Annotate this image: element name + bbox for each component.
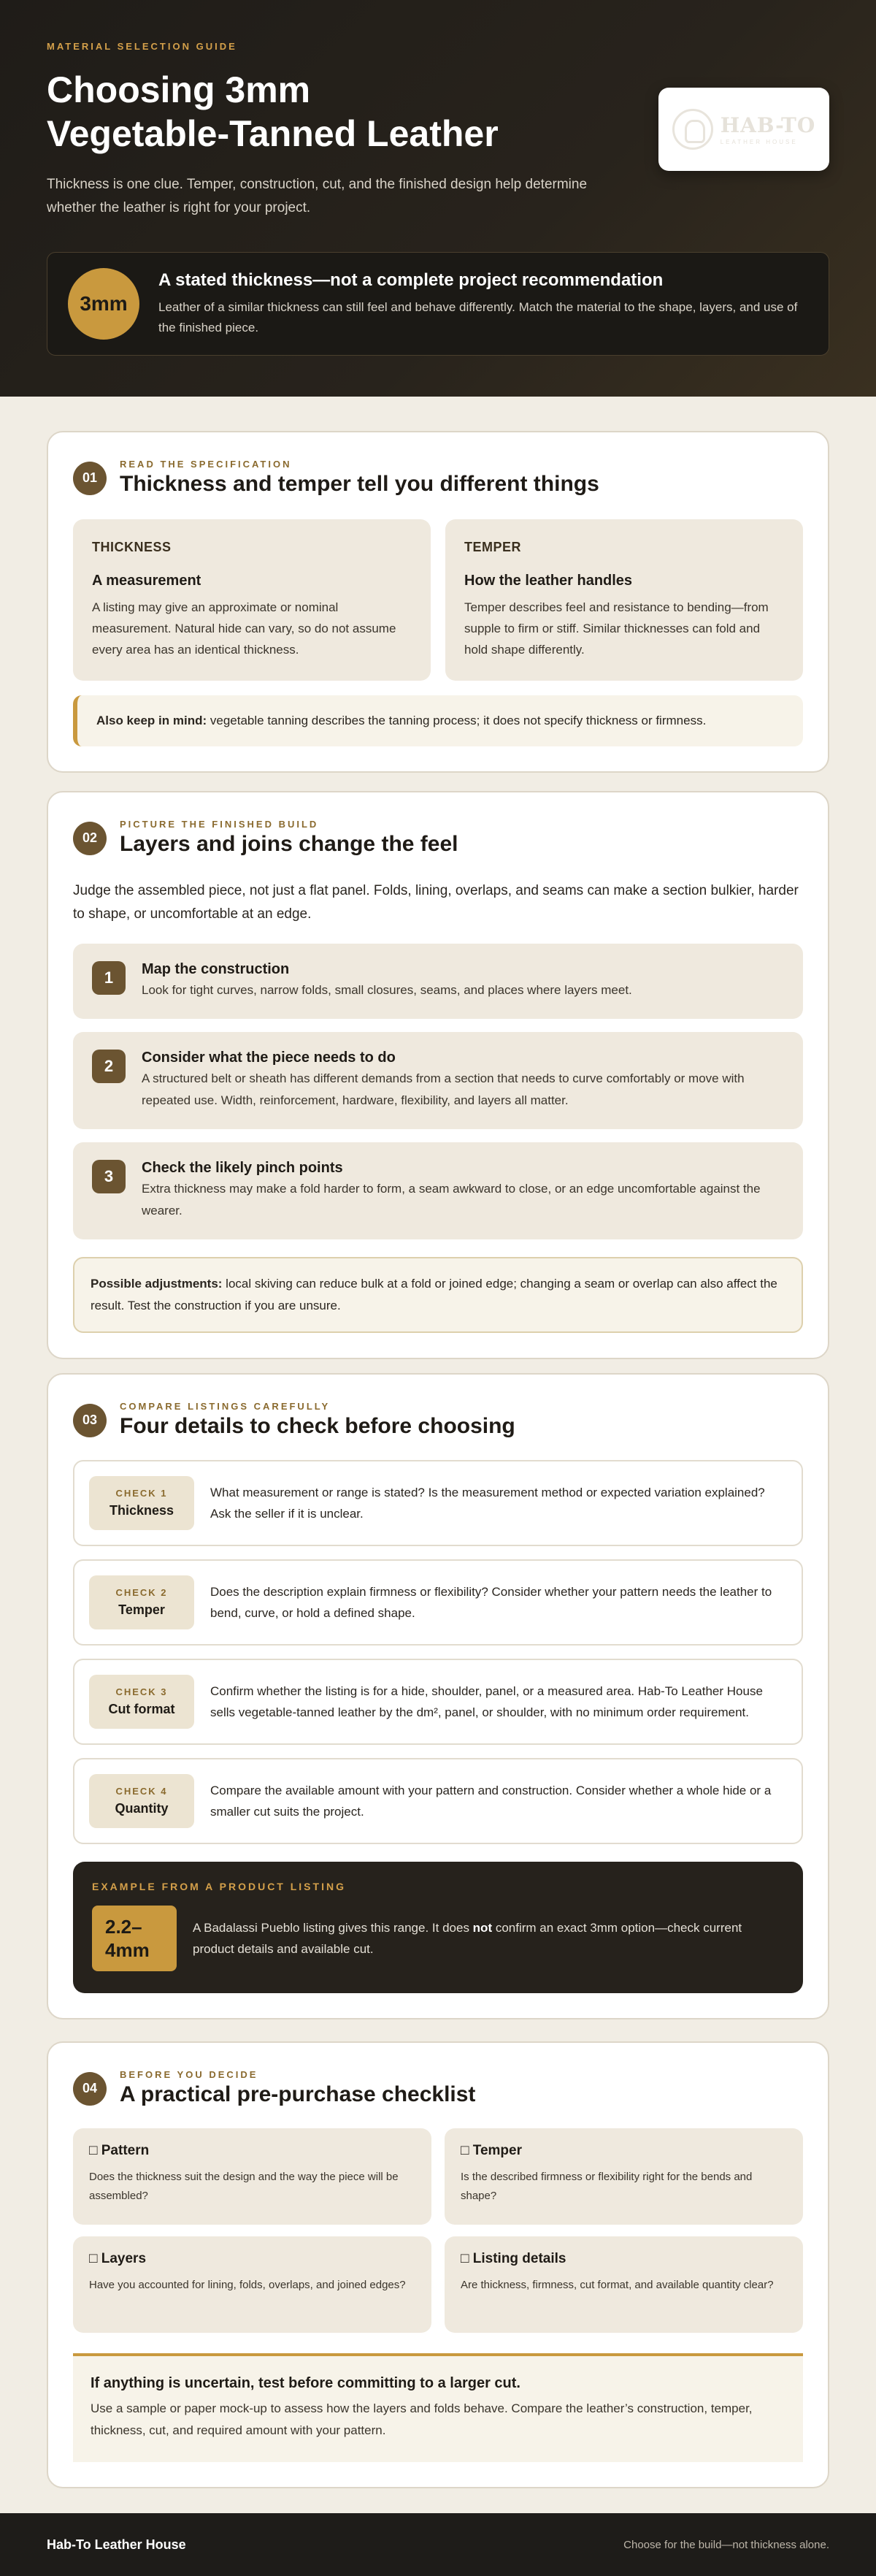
note-text: vegetable tanning describes the tanning process; it does not specify thickness or firmness. <box>207 714 707 727</box>
checklist-item <box>445 2236 803 2333</box>
check-name: Thickness <box>109 1503 174 1518</box>
notice-title: A stated thickness—not a complete project recommendation <box>158 270 664 290</box>
check-name: Quantity <box>115 1801 169 1816</box>
check-item <box>73 1460 803 1546</box>
check-item <box>73 1758 803 1844</box>
checklist-title: □ Listing details <box>461 2251 566 2266</box>
box-label: THICKNESS <box>92 540 172 554</box>
final-title: If anything is uncertain, test before committing to a larger cut. <box>91 2375 520 2391</box>
step-text: Look for tight curves, narrow folds, small closures, seams, and places where layers meet. <box>142 983 632 997</box>
checklist-text: Does the thickness suit the design and the way the piece will be assembled? <box>89 2171 399 2202</box>
section-compare-listings <box>47 1373 829 2019</box>
step-text: A structured belt or sheath has different demands from a section that needs to curve comfortably or move with repeated use. Width, reinforcement, hardware, flexibility, and layers all matter. <box>142 1071 745 1107</box>
checklist-title: □ Pattern <box>89 2143 150 2158</box>
box-heading: How the leather handles <box>464 573 633 589</box>
example-text-a: A Badalassi Pueblo listing gives this range. It does <box>193 1921 473 1935</box>
check-item <box>73 1659 803 1745</box>
adjust-label: Possible adjustments: <box>91 1277 223 1291</box>
step-title: Check the likely pinch points <box>142 1160 343 1176</box>
check-number: CHECK 1 <box>115 1488 168 1499</box>
section-number: 02 <box>73 822 107 855</box>
adjustments-note <box>73 1257 803 1333</box>
box-text: A listing may give an approximate or nominal measurement. Natural hide can vary, so do not assume every area has an identical thickness. <box>92 600 396 657</box>
example-text-bold: not <box>472 1921 493 1935</box>
step-item <box>73 1142 803 1239</box>
test-before-committing-note <box>73 2353 803 2462</box>
hero-banner <box>0 0 876 397</box>
check-text: Compare the available amount with your pattern and construction. Consider whether a whole hide or a smaller cut suits the project. <box>210 1784 772 1819</box>
step-number: 3 <box>92 1160 126 1193</box>
check-tag <box>89 1575 194 1629</box>
section-title: A practical pre-purchase checklist <box>120 2082 476 2106</box>
section-lead: Judge the assembled piece, not just a flat panel. Folds, lining, overlaps, and seams can make a section bulkier, harder to shape, or uncomfortable at an edge. <box>73 883 799 922</box>
check-name: Temper <box>118 1602 165 1617</box>
check-tag <box>89 1675 194 1729</box>
temper-box <box>445 519 803 681</box>
section-title: Thickness and temper tell you different things <box>120 472 599 496</box>
checks-list <box>73 1460 803 1844</box>
checklist-item <box>73 2128 431 2225</box>
check-number: CHECK 3 <box>115 1686 168 1697</box>
hero-eyebrow: MATERIAL SELECTION GUIDE <box>47 41 237 52</box>
brand-logo <box>658 88 829 171</box>
checklist-grid <box>73 2128 803 2333</box>
keep-in-mind-note <box>73 695 803 746</box>
section-title: Four details to check before choosing <box>120 1414 515 1438</box>
box-heading: A measurement <box>92 573 201 589</box>
checklist-item <box>73 2236 431 2333</box>
step-item <box>73 1032 803 1129</box>
section-finished-build <box>47 791 829 1359</box>
checklist-text: Have you accounted for lining, folds, overlaps, and joined edges? <box>89 2279 406 2291</box>
section-checklist <box>47 2041 829 2488</box>
step-item <box>73 944 803 1019</box>
step-title: Map the construction <box>142 961 290 977</box>
note-label: Also keep in mind: <box>96 714 207 727</box>
check-text: Confirm whether the listing is for a hide, shoulder, panel, or a measured area. Hab-To Leather House sells vegetable-tanned leather by the dm², panel, or shoulder, with no minimum order requirement. <box>210 1684 763 1719</box>
logo-seal-icon <box>672 109 713 150</box>
checklist-item <box>445 2128 803 2225</box>
section-kicker: PICTURE THE FINISHED BUILD <box>120 819 319 830</box>
thickness-notice <box>47 252 829 356</box>
notice-text: Leather of a similar thickness can still feel and behave differently. Match the material to the shape, layers, and use of the finished piece. <box>158 300 798 335</box>
step-number: 2 <box>92 1050 126 1083</box>
example-kicker: EXAMPLE FROM A PRODUCT LISTING <box>92 1881 346 1892</box>
checklist-title: □ Temper <box>461 2143 522 2158</box>
section-title: Layers and joins change the feel <box>120 832 458 856</box>
thickness-box <box>73 519 431 681</box>
thickness-badge: 3mm <box>68 268 139 340</box>
section-specification <box>47 431 829 773</box>
product-listing-example <box>73 1862 803 1993</box>
section-kicker: BEFORE YOU DECIDE <box>120 2069 258 2080</box>
footer-brand: Hab-To Leather House <box>47 2537 186 2552</box>
checklist-text: Are thickness, firmness, cut format, and available quantity clear? <box>461 2279 774 2291</box>
page-title <box>47 68 602 156</box>
step-title: Consider what the piece needs to do <box>142 1050 396 1066</box>
final-text: Use a sample or paper mock-up to assess how the layers and folds behave. Compare the leather’s construction, temper, thickness, cut, and required amount with your pattern. <box>91 2401 753 2437</box>
checklist-text: Is the described firmness or flexibility right for the bends and shape? <box>461 2171 753 2202</box>
section-kicker: READ THE SPECIFICATION <box>120 459 292 470</box>
range-line-2: 4mm <box>105 1939 150 1961</box>
example-text <box>193 1917 784 1960</box>
example-text-b: confirm an exact 3mm option—check current product details and available cut. <box>193 1921 742 1956</box>
range-badge <box>92 1906 177 1971</box>
footer <box>0 2513 876 2576</box>
section-kicker: COMPARE LISTINGS CAREFULLY <box>120 1401 331 1412</box>
title-line-2: Vegetable-Tanned Leather <box>47 113 499 154</box>
check-tag <box>89 1774 194 1828</box>
steps-list <box>73 944 803 1239</box>
logo-sub: LEATHER HOUSE <box>720 139 798 145</box>
range-line-1: 2.2– <box>105 1916 142 1938</box>
step-text: Extra thickness may make a fold harder to form, a seam awkward to close, or an edge uncomfortable against the wearer. <box>142 1182 761 1218</box>
logo-name: HAB-TO <box>720 113 816 137</box>
section-number: 01 <box>73 462 107 495</box>
check-number: CHECK 2 <box>115 1587 168 1598</box>
adjust-text: local skiving can reduce bulk at a fold or joined edge; changing a seam or overlap can also affect the result. Test the construction if you are unsure. <box>91 1277 777 1312</box>
box-label: TEMPER <box>464 540 522 554</box>
box-text: Temper describes feel and resistance to bending—from supple to firm or stiff. Similar thicknesses can fold and hold shape differently. <box>464 600 769 657</box>
hero-intro: Thickness is one clue. Temper, construction, cut, and the finished design help determine whether the leather is right for your project. <box>47 177 588 215</box>
check-item <box>73 1559 803 1646</box>
check-number: CHECK 4 <box>115 1786 168 1797</box>
check-text: Does the description explain firmness or flexibility? Consider whether your pattern needs the leather to bend, curve, or hold a defined shape. <box>210 1585 772 1620</box>
step-number: 1 <box>92 961 126 995</box>
checklist-title: □ Layers <box>89 2251 147 2266</box>
check-tag <box>89 1476 194 1530</box>
section-number: 03 <box>73 1404 107 1437</box>
section-number: 04 <box>73 2072 107 2106</box>
footer-tagline: Choose for the build—not thickness alone. <box>623 2538 829 2551</box>
title-line-1: Choosing 3mm <box>47 69 311 110</box>
check-name: Cut format <box>108 1702 175 1716</box>
check-text: What measurement or range is stated? Is the measurement method or expected variation explained? Ask the seller if it is unclear. <box>210 1486 765 1521</box>
